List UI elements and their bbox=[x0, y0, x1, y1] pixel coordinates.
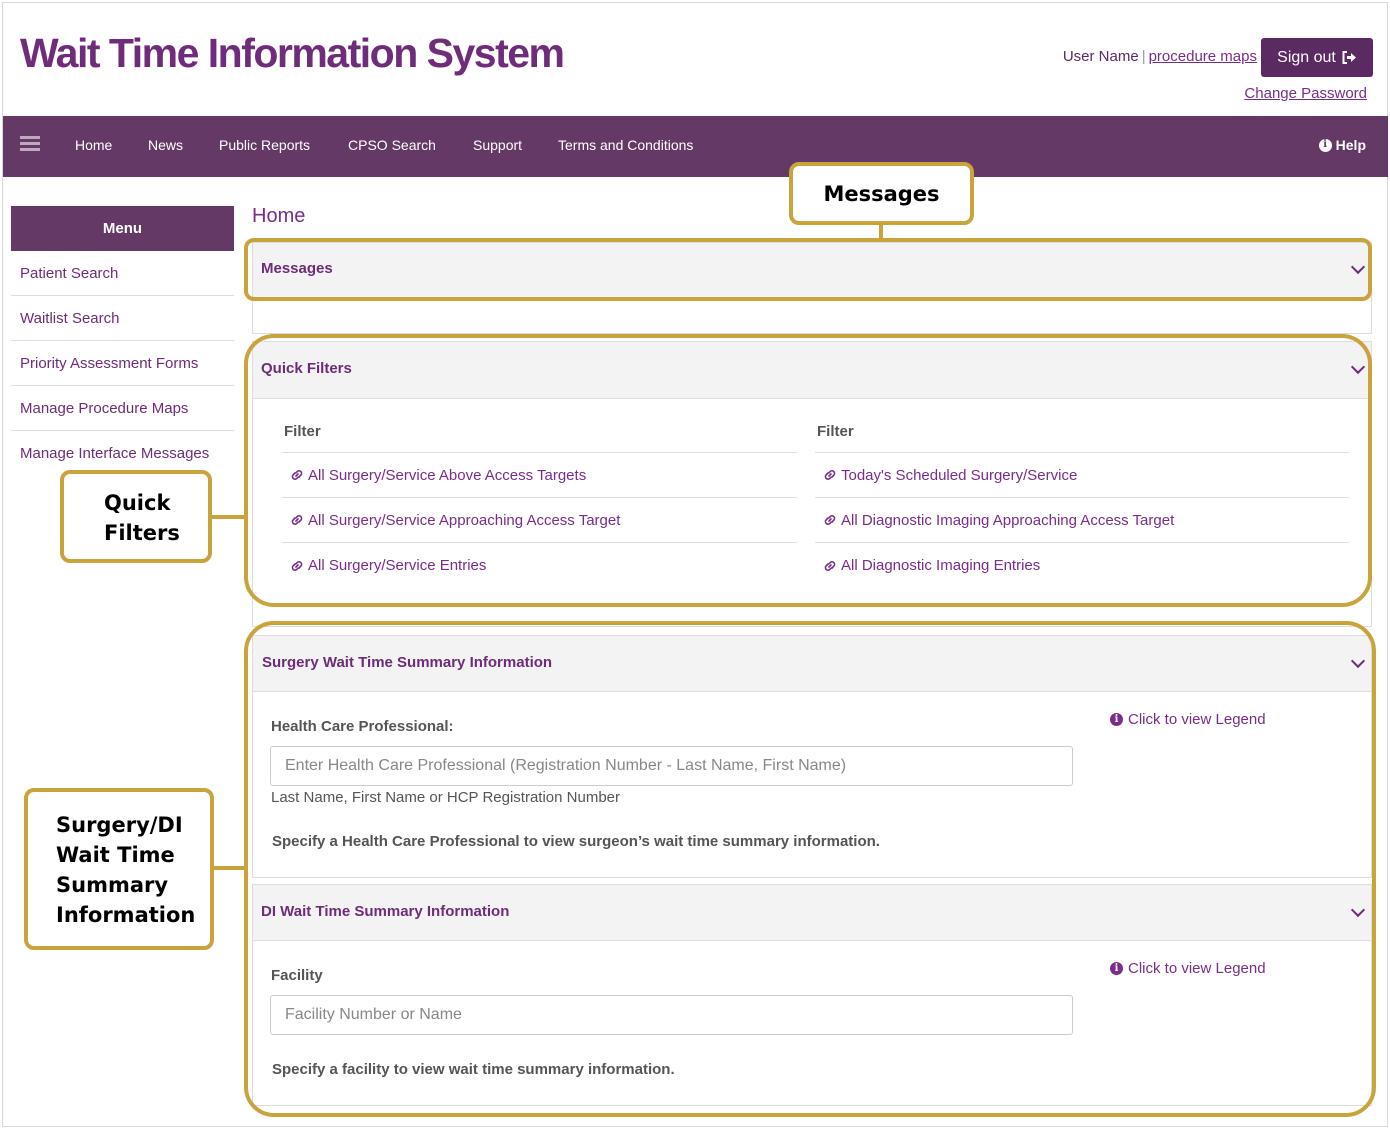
app-title: Wait Time Information System bbox=[20, 30, 564, 76]
page-title: Home bbox=[252, 205, 306, 227]
messages-highlight bbox=[244, 238, 1372, 301]
quick-filters-callout-line2: Filters bbox=[104, 521, 180, 545]
messages-panel-title: Messages bbox=[261, 260, 333, 277]
facility-note: Specify a facility to view wait time summary information. bbox=[272, 1061, 675, 1078]
user-separator: | bbox=[1141, 48, 1146, 65]
sidebar-menu-title: Menu bbox=[11, 206, 234, 251]
info-circle-icon: i bbox=[1110, 713, 1123, 726]
help-link[interactable] bbox=[1319, 137, 1366, 153]
quick-filters-callout-line1: Quick bbox=[104, 491, 171, 515]
sidebar-item-manage-interface-messages[interactable]: Manage Interface Messages bbox=[20, 445, 210, 462]
sidebar-item-manage-procedure-maps[interactable]: Manage Procedure Maps bbox=[11, 386, 234, 431]
hamburger-icon[interactable] bbox=[20, 136, 40, 152]
filter-link-label: All Surgery/Service Above Access Targets bbox=[308, 466, 587, 484]
messages-connector bbox=[879, 223, 883, 240]
user-area bbox=[1063, 48, 1257, 65]
filter-column-header: Filter bbox=[282, 412, 797, 453]
nav-news[interactable]: News bbox=[148, 137, 184, 153]
summary-callout-line2: Wait Time bbox=[56, 843, 175, 867]
summary-callout-line4: Information bbox=[56, 903, 196, 927]
surgery-wait-time-panel-title: Surgery Wait Time Summary Information bbox=[262, 654, 553, 671]
filter-link-label: All Surgery/Service Entries bbox=[308, 557, 487, 574]
nav-public-reports[interactable]: Public Reports bbox=[219, 137, 311, 153]
filter-link-label: All Diagnostic Imaging Entries bbox=[841, 557, 1041, 574]
hcp-note: Specify a Health Care Professional to view surgeon’s wait time summary information. bbox=[272, 833, 880, 850]
main-navbar bbox=[3, 116, 1388, 177]
sign-out-icon bbox=[1342, 51, 1357, 64]
nav-home[interactable]: Home bbox=[75, 137, 113, 153]
view-legend-label: Click to view Legend bbox=[1128, 711, 1266, 728]
hcp-field-label: Health Care Professional: bbox=[271, 718, 454, 735]
info-circle-icon: i bbox=[1110, 962, 1123, 975]
info-circle-icon: i bbox=[1319, 139, 1332, 152]
quick-filters-connector bbox=[209, 515, 246, 519]
sidebar-item-waitlist-search[interactable]: Waitlist Search bbox=[11, 296, 234, 341]
quick-filters-highlight bbox=[244, 334, 1372, 607]
quick-filters-panel-title: Quick Filters bbox=[261, 360, 352, 377]
sign-out-label: Sign out bbox=[1277, 48, 1336, 66]
filter-link-label: Today's Scheduled Surgery/Service bbox=[841, 466, 1078, 484]
facility-field-label: Facility bbox=[271, 967, 323, 984]
filter-link-label: All Diagnostic Imaging Approaching Access Target bbox=[841, 511, 1175, 529]
summary-highlight bbox=[244, 621, 1376, 1117]
summary-callout-line1: Surgery/DI bbox=[56, 813, 183, 837]
sidebar-item-patient-search[interactable]: Patient Search bbox=[11, 251, 234, 296]
nav-cpso-search[interactable]: CPSO Search bbox=[348, 137, 436, 153]
view-legend-label: Click to view Legend bbox=[1128, 960, 1266, 977]
user-name: User Name bbox=[1062, 48, 1139, 65]
filter-link-label: All Surgery/Service Approaching Access Target bbox=[308, 511, 621, 529]
summary-connector bbox=[211, 866, 246, 870]
quick-filters-callout bbox=[60, 470, 212, 563]
help-label: Help bbox=[1335, 137, 1366, 153]
hcp-help-text: Last Name, First Name or HCP Registration Number bbox=[271, 789, 620, 806]
nav-terms-and-conditions[interactable]: Terms and Conditions bbox=[558, 137, 694, 153]
procedure-maps-link[interactable]: procedure maps bbox=[1148, 48, 1257, 65]
messages-callout: Messages bbox=[789, 162, 974, 225]
di-wait-time-panel-title: DI Wait Time Summary Information bbox=[261, 903, 510, 920]
sign-out-button[interactable] bbox=[1261, 38, 1373, 77]
filter-column-header: Filter bbox=[815, 412, 1349, 453]
change-password-link[interactable]: Change Password bbox=[1244, 85, 1367, 102]
sidebar-item-priority-assessment-forms[interactable]: Priority Assessment Forms bbox=[11, 341, 234, 386]
nav-support[interactable]: Support bbox=[473, 137, 523, 153]
summary-callout-line3: Summary bbox=[56, 873, 169, 897]
summary-callout bbox=[24, 788, 214, 950]
